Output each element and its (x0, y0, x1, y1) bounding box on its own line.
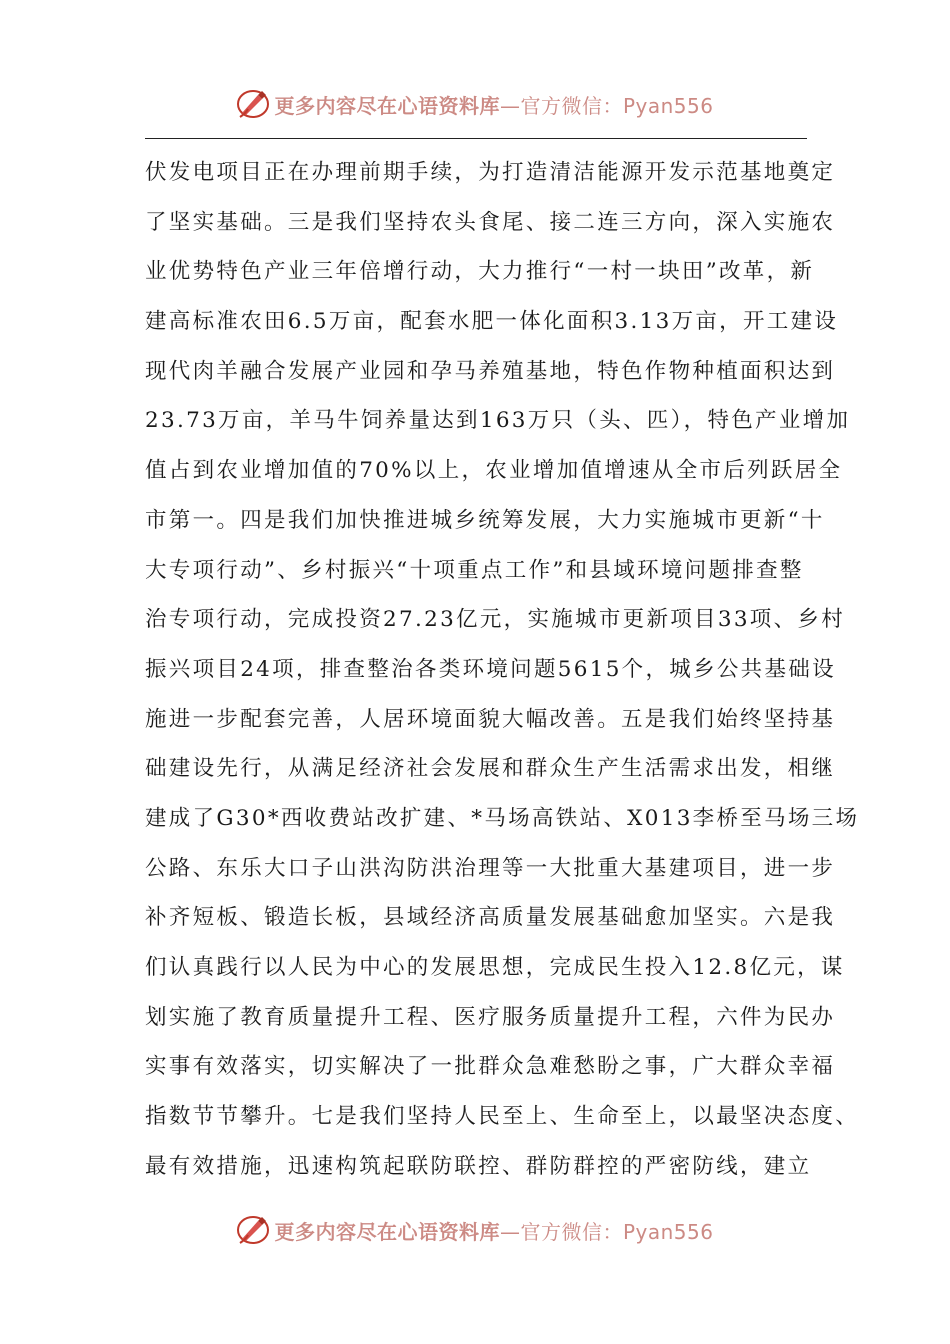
text-line: 建高标准农田6.5万亩，配套水肥一体化面积3.13万亩，开工建设 (145, 309, 839, 335)
document-body (145, 148, 860, 1191)
text-line: 施进一步配套完善，人居环境面貌大幅改善。五是我们始终坚持基 (145, 706, 836, 732)
text-line: 伏发电项目正在办理前期手续，为打造清洁能源开发示范基地奠定 (145, 160, 836, 185)
text-line: 最有效措施，迅速构筑起联防联控、群防群控的严密防线，建立 (145, 1153, 812, 1179)
text-line: 们认真践行以人民为中心的发展思想，完成民生投入12.8亿元，谋 (145, 955, 845, 980)
footer-watermark (0, 1208, 950, 1252)
watermark-text (274, 90, 713, 119)
text-line: 指数节节攀升。七是我们坚持人民至上、生命至上，以最坚决态度、 (145, 1104, 860, 1130)
text-line: 市第一。四是我们加快推进城乡统筹发展，大力实施城市更新“十 (145, 507, 825, 533)
watermark-contact: 官方微信：Pyan556 (520, 1219, 714, 1244)
text-line: 补齐短板、锻造长板，县域经济高质量发展基础愈加坚实。六是我 (145, 905, 836, 931)
watermark-dash: — (499, 1219, 521, 1244)
text-line: 现代肉羊融合发展产业园和孕马养殖基地，特色作物种植面积达到 (145, 358, 836, 384)
text-line: 值占到农业增加值的70%以上，农业增加值增速从全市后列跃居全 (145, 458, 843, 484)
text-line: 建成了G30*西收费站改扩建、*马场高铁站、X013李桥至马场三场 (145, 805, 860, 831)
text-line: 实事有效落实，切实解决了一批群众急难愁盼之事，广大群众幸福 (145, 1054, 836, 1080)
text-line: 治专项行动，完成投资27.23亿元，实施城市更新项目33项、乡村 (145, 607, 846, 633)
watermark-dash: — (499, 93, 521, 118)
watermark-title: 更多内容尽在心语资料库 (274, 1219, 500, 1244)
text-line: 公路、东乐大口子山洪沟防洪治理等一大批重大基建项目，进一步 (145, 855, 836, 881)
text-line: 了坚实基础。三是我们坚持农头食尾、接二连三方向，深入实施农 (145, 209, 836, 235)
text-line: 础建设先行，从满足经济社会发展和群众生产生活需求出发，相继 (145, 756, 836, 782)
text-line: 23.73万亩，羊马牛饲养量达到163万只（头、匹），特色产业增加 (145, 408, 851, 434)
pen-nib-logo-icon (236, 87, 270, 121)
text-line: 业优势特色产业三年倍增行动，大力推行“一村一块田”改革，新 (145, 259, 815, 285)
text-line: 振兴项目24项，排查整治各类环境问题5615个，城乡公共基础设 (145, 656, 836, 682)
pen-nib-logo-icon (236, 1213, 270, 1247)
header-watermark (0, 82, 950, 126)
watermark-text (274, 1216, 713, 1245)
watermark-title: 更多内容尽在心语资料库 (274, 93, 500, 118)
watermark-contact: 官方微信：Pyan556 (520, 93, 714, 118)
text-line: 划实施了教育质量提升工程、医疗服务质量提升工程，六件为民办 (145, 1004, 836, 1030)
header-divider (145, 138, 807, 139)
text-line: 大专项行动”、乡村振兴“十项重点工作”和县域环境问题排查整 (145, 557, 804, 583)
